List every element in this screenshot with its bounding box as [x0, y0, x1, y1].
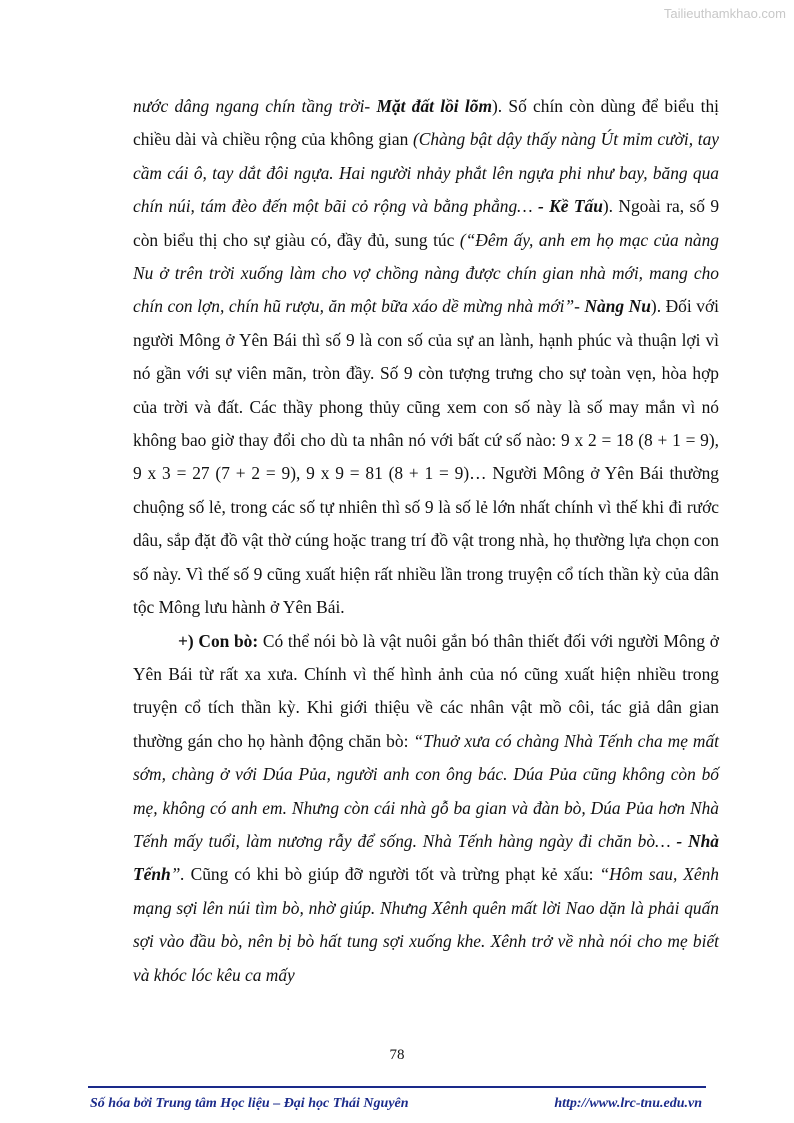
text-run: +) Con bò: — [178, 630, 259, 651]
paragraph-number-nine — [133, 90, 719, 625]
text-run: (Chàng bật dậy thấy nàng Út mỉm cười, tay cầm cái ô, tay dắt đôi ngựa. Hai người nhảy phắt lên ngựa phi như bay, băng qua chín núi, tám đèo đến một bãi cỏ rộng và bằng phẳng… — [133, 129, 719, 217]
footer-source: Số hóa bởi Trung tâm Học liệu – Đại học Thái Nguyên — [90, 1096, 409, 1111]
footer-url: http://www.lrc-tnu.edu.vn — [554, 1096, 702, 1111]
text-run: “Thuở xưa có chàng Nhà Tếnh cha mẹ mất sớm, chàng ở với Dúa Pủa, người anh con ông bác. Dúa Pủa cũng không còn bố mẹ, không có anh em. Nhưng còn cái nhà gỗ ba gian và đàn bò, Dúa Pủa hơn Nhà Tếnh mấy tuổi, làm nương rẫy để sống. Nhà Tếnh hàng ngày đi chăn bò… — [133, 730, 719, 851]
text-run: Có thể nói bò là vật nuôi gắn bó thân thiết đối với người Mông ở Yên Bái từ rất xa xưa. Chính vì thế hình ảnh của nó cũng xuất hiện nhiều trong truyện cổ tích thần kỳ. Khi giới thiệu về các nhân vật mồ côi, tác giả dân gian thường gán cho họ hành động chăn bò: — [133, 630, 719, 751]
text-run: nước dâng ngang chín tầng trời- — [133, 96, 377, 116]
text-run: (“Đêm ấy, anh em họ mạc của nàng Nu ở trên trời xuống làm cho vợ chồng nàng được chín gian nhà mới, mang cho chín con lợn, chín hũ rượu, ăn một bữa xáo dề mừng nhà mới”- — [133, 229, 719, 317]
watermark: Tailieuthamkhao.com — [663, 6, 786, 21]
text-run: Cũng có khi bò giúp đỡ người tốt và trừng phạt kẻ xấu: — [184, 864, 600, 885]
document-body — [133, 90, 719, 992]
text-run: - Nhà Tếnh — [133, 830, 719, 885]
text-run: ). Đối với người Mông ở Yên Bái thì số 9 là con số của sự an lành, hạnh phúc và thuận lợi vì nó gần với sự viên mãn, tròn đầy. Số 9 còn tượng trưng cho sự toàn vẹn, hòa hợp của trời và đất. Các thầy phong thủy cũng xem con số này là số may mắn vì nó không bao giờ thay đổi cho dù ta nhân nó với bất cứ số nào: 9 x 2 = 18 (8 + 1 = 9), 9 x 3 = 27 (7 + 2 = 9), 9 x 9 = 81 (8 + 1 = 9)… Người Mông ở Yên Bái thường chuộng số lẻ, trong các số tự nhiên thì số 9 là số lẻ lớn nhất chính vì thế khi đi rước dâu, sắp đặt đồ vật thờ cúng hoặc trang trí đồ vật trong nhà, họ thường lựa chọn con số này. Vì thế số 9 cũng xuất hiện rất nhiều lần trong truyện cổ tích thần kỳ của dân tộc Mông lưu hành ở Yên Bái. — [133, 296, 719, 618]
paragraph-con-bo — [133, 625, 719, 992]
text-run: Nàng Nu — [584, 296, 651, 317]
text-run: - Kề Tấu — [538, 196, 603, 217]
text-run: ). Số chín còn dùng để biểu thị chiều dài và chiều rộng của không gian — [133, 96, 720, 150]
text-run: “Hôm sau, Xênh mạng sợi lên núi tìm bò, nhờ giúp. Nhưng Xênh quên mất lời Nao dặn là phải quấn sợi vào đầu bò, nên bị bò hất tung sợi xuống khe. Xênh trở về nhà nói cho mẹ biết và khóc lóc kêu ca mấy — [133, 864, 719, 985]
text-run: ”. — [170, 864, 185, 885]
page-number: 78 — [389, 1047, 405, 1063]
text-run: Mặt đất lồi lõm — [376, 96, 492, 116]
footer-divider — [88, 1086, 706, 1088]
text-run: ). Ngoài ra, số 9 còn biểu thị cho sự giàu có, đầy đủ, sung túc — [133, 196, 720, 250]
